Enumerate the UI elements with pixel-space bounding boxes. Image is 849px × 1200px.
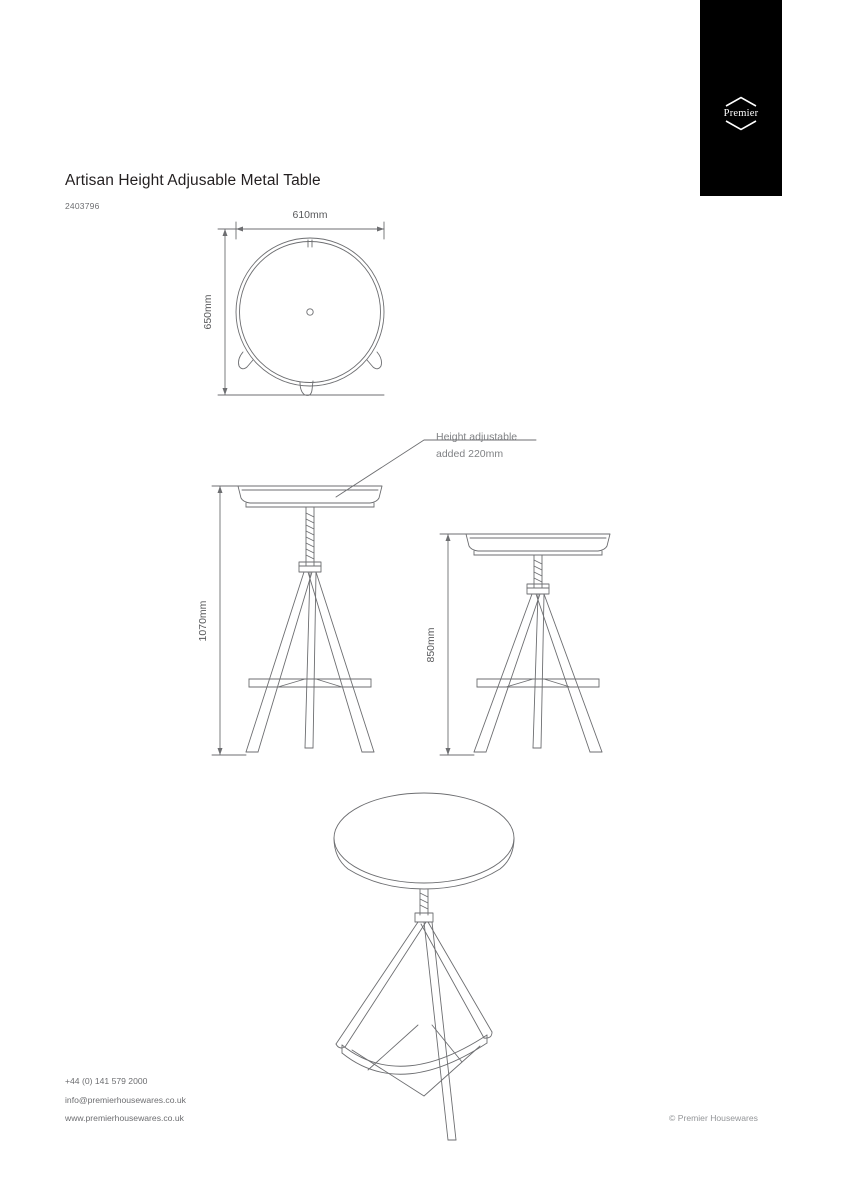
- dimension-top-depth: [218, 229, 384, 395]
- brand-name: Premier: [723, 108, 759, 119]
- footer-copyright: © Premier Housewares: [669, 1113, 758, 1123]
- product-sku: 2403796: [65, 201, 100, 211]
- footer-website[interactable]: www.premierhousewares.co.uk: [65, 1113, 184, 1123]
- side-view-low-drawing: [466, 534, 610, 752]
- side-view-high-drawing: [238, 486, 382, 752]
- dimension-height-max: [212, 486, 246, 755]
- label-top-width: 610mm: [292, 209, 328, 221]
- perspective-view-drawing: [334, 793, 514, 1140]
- label-top-depth: 650mm: [202, 294, 214, 330]
- note-line-1: Height adjustable: [436, 431, 518, 443]
- footer-email[interactable]: info@premierhousewares.co.uk: [65, 1094, 186, 1105]
- note-line-2: added 220mm: [436, 448, 504, 460]
- top-view-drawing: [236, 238, 384, 395]
- footer-phone: +44 (0) 141 579 2000: [65, 1076, 148, 1086]
- footer-contact: [65, 1072, 186, 1128]
- page-title: Artisan Height Adjusable Metal Table: [65, 172, 321, 189]
- label-height-min: 850mm: [425, 627, 437, 663]
- dimension-height-min: [440, 534, 474, 755]
- dimension-top-width: [236, 222, 384, 239]
- label-height-max: 1070mm: [197, 600, 209, 642]
